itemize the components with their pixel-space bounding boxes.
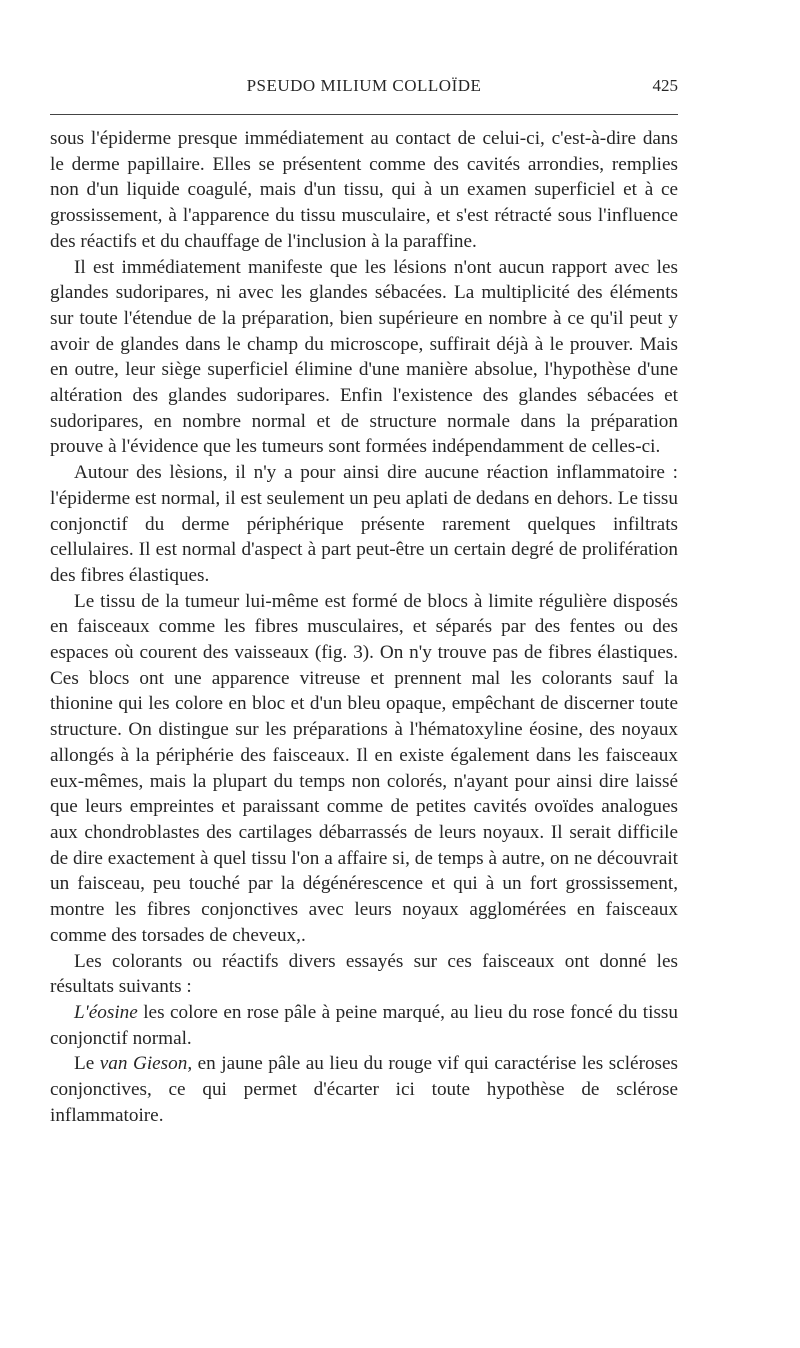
paragraph-text: Autour des lèsions, il n'y a pour ainsi dire aucune réaction inflammatoire : l'épiderme est normal, il est seulement un peu aplati de dedans en dehors. Le tissu conjonctif du derme périphérique présente rarement quelques infiltrats cellulaires. Il est normal d'aspect à part peut-être un certain degré de prolifération des fibres élastiques. [50, 462, 678, 586]
running-title: PSEUDO MILIUM COLLOÏDE [246, 76, 482, 95]
paragraph-tumor-tissue [50, 589, 678, 949]
paragraph-continuation [50, 126, 678, 255]
paragraph-text: Il est immédiatement manifeste que les lésions n'ont aucun rapport avec les glandes sudoripares, ni avec les glandes sébacées. La multiplicité des éléments sur toute l'étendue de la préparation, bien supérieure en nombre à ce qu'il peut y avoir de glandes dans le champ du microscope, suffirait déjà à le prouver. Mais en outre, leur siège superficiel élimine d'une manière absolue, l'hypothèse d'une altération des glandes sudoripares. Enfin l'existence des glandes sébacées et sudoripares, en nombre normal et de structure normale dans la préparation prouve à l'évidence que les tumeurs sont formées indépendamment de celles-ci. [50, 256, 678, 458]
paragraph-van-gieson [50, 1051, 678, 1128]
body-text [50, 126, 678, 1128]
paragraph-text: sous l'épiderme presque immédiatement au contact de celui-ci, c'est-à-dire dans le derme papillaire. Elles se présentent comme des cavités arrondies, remplies non d'un liquide coagulé, mais d'un tissu, qui à un examen superficiel et à ce grossissement, à l'apparence du tissu musculaire, et s'est rétracté sous l'influence des réactifs et du chauffage de l'inclusion à la paraffine. [50, 128, 678, 252]
stain-term: van Gieson, [99, 1053, 193, 1075]
paragraph-inflammation [50, 460, 678, 589]
paragraph-text: Les colorants ou réactifs divers essayés sur ces faisceaux ont donné les résultats suivants : [50, 950, 678, 998]
paragraph-glands [50, 255, 678, 461]
paragraph-text: Le tissu de la tumeur lui-même est formé de blocs à limite régulière disposés en faisceaux comme les fibres musculaires, et séparés par des fentes ou des espaces où courent des vaisseaux (fig. 3). On n'y trouve pas de fibres élastiques. Ces blocs ont une apparence vitreuse et prennent mal les colorants sauf la thionine qui les colore en bloc et d'un bleu opaque, empêchant de discerner toute structure. On distingue sur les préparations à l'hématoxyline éosine, des noyaux allongés à la périphérie des faisceaux. Il en existe également dans les faisceaux eux-mêmes, mais la plupart du temps non colorés, n'ayant pour ainsi dire laissé que leurs empreintes et paraissant comme de petites cavités ovoïdes analogues aux chondroblastes des cartilages débarrassés de leurs noyaux. Il serait difficile de dire exactement à quel tissu l'on a affaire si, de temps à autre, on ne découvrait un faisceau, peu touché par la dégénérescence et qui à un fort grossissement, montre les fibres conjonctives avec leurs noyaux agglomérées en faisceaux comme des torsades de cheveux,. [50, 590, 678, 946]
paragraph-text: en jaune pâle au lieu du rouge vif qui caractérise les scléroses conjonctives, ce qui permet d'écarter ici toute hypothèse de sclérose inflammatoire. [50, 1053, 678, 1126]
paragraph-lead: Le [74, 1053, 100, 1075]
stain-term: L'éosine [74, 1001, 138, 1023]
running-head [50, 74, 678, 98]
paragraph-text: les colore en rose pâle à peine marqué, au lieu du rose foncé du tissu conjonctif normal. [50, 1001, 678, 1049]
page-number: 425 [652, 76, 678, 95]
header-rule [50, 114, 678, 115]
paragraph-eosin [50, 1000, 678, 1051]
paragraph-stains-intro [50, 949, 678, 1000]
